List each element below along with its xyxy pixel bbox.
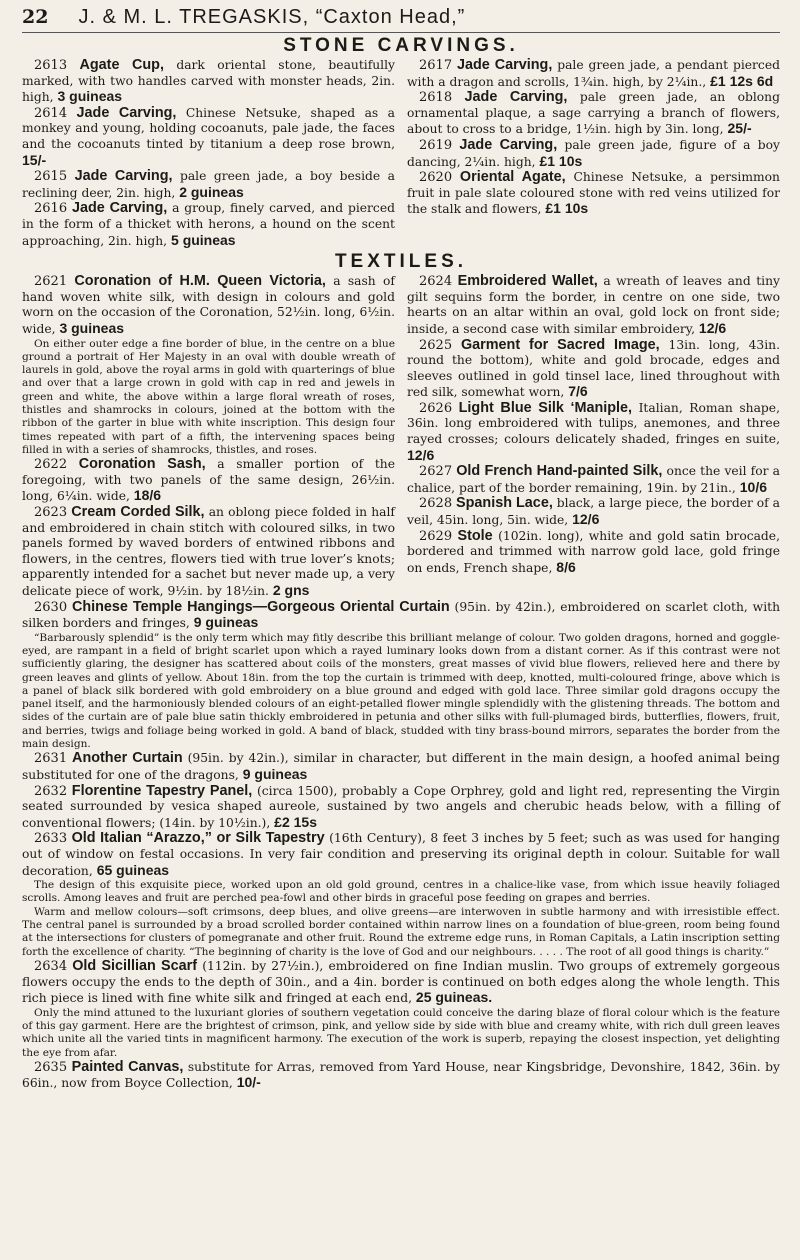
lot-text: Italian, Roman shape, 36in. long embroidered with tulips, anemones, and three rayed crosses; colours delicately shaded, fringes en suite, [407, 400, 780, 447]
lot-price: 7/6 [568, 383, 588, 400]
lot-price: 12/6 [698, 319, 727, 336]
lot-name: Jade Carving, [456, 57, 553, 73]
lot-number: 2622 [34, 457, 68, 473]
running-title: J. & M. L. TREGASKIS, “Caxton Head,” [78, 6, 466, 28]
section-title-stone: STONE CARVINGS. [283, 35, 519, 56]
lot-price: £1 10s [539, 152, 583, 169]
catalogue-lot [22, 831, 780, 879]
lot-text: pale green jade, a pendant pierced with a dragon and scrolls, 1¾in. high, by 2¼in., [407, 58, 780, 89]
lot-price: 15/- [22, 151, 47, 168]
lot-price: 12/6 [572, 511, 600, 528]
catalogue-lot [22, 600, 780, 632]
lot-name: Old Sicillian Scarf [72, 957, 198, 974]
lot-price: 3 guineas [59, 319, 125, 336]
catalogue-lot [22, 169, 395, 201]
lot-name: Jade Carving, [459, 136, 558, 153]
lot-text: (95in. by 42in.), similar in character, but different in the main design, a hoofed animal being substituted for one of the dragons, [22, 751, 780, 782]
lot-number: 2618 [419, 90, 453, 106]
lot-text: an oblong piece folded in half and embroidered in chain stitch with coloured silks, in two panels formed by waved borders of entwined ribbons and flowers, in the centres, flowers tied with true lover’s knots; apparently intended for a sachet but never made up, a very delicate piece of work, 9½in. by 18½in. [22, 504, 395, 598]
page-header [22, 6, 780, 33]
lot-number: 2630 [34, 599, 68, 615]
lot-name: Spanish Lace, [456, 495, 553, 512]
lot-number: 2620 [419, 170, 453, 186]
lot-name: Stole [457, 527, 493, 544]
catalogue-lot [407, 401, 780, 464]
lot-name: Oriental Agate, [459, 169, 566, 186]
lot-number: 2619 [419, 137, 453, 153]
lot-name: Chinese Temple Hangings—Gorgeous Oriental Curtain [71, 598, 450, 615]
textiles-right-column [407, 274, 780, 599]
catalogue-lot [22, 959, 780, 1007]
lot-text: black, a large piece, the border of a veil, 45in. long, 5in. wide, [407, 496, 780, 528]
lot-name: Florentine Tapestry Panel, [71, 782, 253, 799]
catalogue-lot [22, 457, 395, 505]
catalogue-lot [22, 784, 780, 832]
catalogue-lot [407, 170, 780, 218]
lot-number: 2614 [34, 105, 68, 121]
stone-right-column [407, 58, 780, 249]
lot-text: a sash of hand woven white silk, with design in colours and gold worn on the occasion of the Coronation, 52½in. long, 6½in. wide, [22, 274, 395, 336]
textiles-full-width [22, 600, 780, 1093]
catalogue-lot [22, 1060, 780, 1092]
lot-text: (112in. by 27½in.), embroidered on fine Indian muslin. Two groups of extremely gorgeous flowers occupy the ends to the depth of 30in., and a 4in. border is continued on both edges along the whole length. This rich piece is lined with fine white silk and fringed at each end, [22, 958, 780, 1006]
lot-number: 2635 [34, 1059, 68, 1075]
lot-price: £1 10s [545, 200, 589, 217]
lot-text: 13in. long, 43in. round the bottom), white and gold brocade, edges and sleeves outlined in gold tinsel lace, lined throughout with red silk, somewhat worn, [407, 337, 781, 400]
lot-text: Chinese Netsuke, shaped as a monkey and young, holding cocoanuts, pale jade, the faces and the cocoanuts tinted by titanium a deep rose brown, [22, 105, 395, 151]
lot-description: On either outer edge a fine border of blue, in the centre on a blue ground a portrait of Her Majesty in an oval with double wreath of laurels in gold, above the royal arms in gold with quarterings of blue and over that a large crown in gold with cap in red and jewels in green and white, the above within a large floral wreath of roses, thistles and shamrocks in colours, joined at the bottom with the ribbon of the garter in blue with white inscription. This design four times repeated with part of a fifth, the intervening spaces being filled in with a series of shamrocks, thistles, and roses. [22, 337, 395, 456]
lot-number: 2616 [34, 201, 68, 217]
catalogue-lot [22, 106, 395, 169]
lot-number: 2617 [419, 58, 453, 73]
lot-text: pale green jade, an oblong ornamental plaque, a sage carrying a branch of flowers, about to cross to a bridge, 1½in. high by 3in. long, [407, 90, 780, 137]
lot-text: (circa 1500), probably a Cope Orphrey, gold and light red, representing the Virgin seated surrounded by vesica shaped aureole, sustained by two angels and cherubic heads below, with a filling of conventional flowers; (14in. by 10½in.), [22, 783, 780, 830]
lot-name: Jade Carving, [71, 200, 168, 217]
catalogue-lot [22, 505, 395, 600]
lot-price: 18/6 [133, 487, 162, 504]
catalogue-lot [407, 274, 780, 337]
lot-name: Coronation of H.M. Queen Victoria, [74, 273, 326, 290]
lot-number: 2621 [34, 274, 68, 290]
lot-text: (95in. by 42in.), embroidered on scarlet cloth, with silken borders and fringes, [22, 599, 780, 631]
lot-price: 2 gns [272, 581, 310, 598]
lot-price: 12/6 [407, 446, 435, 463]
lot-price: 5 guineas [171, 231, 236, 248]
lot-price: 25/- [727, 120, 752, 137]
lot-name: Embroidered Wallet, [457, 273, 598, 290]
lot-number: 2632 [34, 783, 68, 799]
lot-price: 3 guineas [57, 88, 123, 105]
lot-description: Warm and mellow colours—soft crimsons, deep blues, and olive greens—are interwoven in subtle harmony and with irresistible effect. The central panel is surrounded by a broad scrolled border contained within narrow lines on a foundation of blue-green, room being found at the intersections for clusters of pomegranate and other fruit. Round the extreme edge runs, in Roman Capitals, a Latin inscription setting forth the excellence of charity. “The beginning of charity is the love of God and our neighbours. . . . . The root of all good things is charity.” [22, 905, 780, 958]
lot-text: substitute for Arras, removed from Yard House, near Kingsbridge, Devonshire, 1842, 36in. by 66in., now from Boyce Collection, [22, 1059, 780, 1091]
lot-text: pale green jade, a boy beside a reclining deer, 2in. high, [22, 169, 395, 200]
lot-price: 8/6 [556, 558, 576, 575]
lot-number: 2623 [34, 504, 68, 520]
lot-price: 2 guineas [179, 183, 244, 200]
lot-text: dark oriental stone, beautifully marked, with two handles carved with monster heads, 2in. high, [22, 58, 395, 105]
textiles-left-column [22, 274, 395, 599]
page-number: 22 [22, 6, 49, 28]
lot-price: £1 12s 6d [710, 72, 774, 89]
stone-left-column [22, 58, 395, 249]
catalogue-lot [407, 464, 780, 496]
lot-description: Only the mind attuned to the luxuriant glories of southern vegetation could conceive the daring blaze of floral colour which is the feature of this gay garment. Here are the brightest of crimson, pink, and yellow side by side with blue and creamy white, with rich dull green leaves which unite all the varied tints in magnificent harmony. The execution of the work is superb, repaying the closest inspection, yet delighting the eye from afar. [22, 1006, 780, 1059]
lot-text: (16th Century), 8 feet 3 inches by 5 feet; such as was used for hanging out of window on festal occasions. In very fair condition and preserving its original depth in colour. Suitable for wall decoration, [22, 831, 780, 878]
lot-price: 65 guineas [96, 861, 170, 878]
lot-name: Old Italian “Arazzo,” or Silk Tapestry [71, 830, 325, 847]
lot-number: 2629 [419, 528, 453, 544]
lot-price: £2 15s [274, 813, 317, 830]
textiles-columns [22, 274, 780, 599]
lot-number: 2634 [34, 958, 68, 974]
lot-number: 2627 [419, 464, 453, 480]
catalogue-lot [22, 751, 780, 783]
lot-text: (102in. long), white and gold satin brocade, bordered and trimmed with narrow gold lace, gold fringe on ends, French shape, [407, 528, 780, 575]
stone-columns [22, 58, 780, 249]
lot-name: Agate Cup, [79, 57, 164, 73]
catalogue-lot [407, 338, 780, 401]
lot-description: The design of this exquisite piece, worked upon an old gold ground, centres in a chalice-like vase, from which issue heavily foliaged scrolls. Among leaves and fruit are perched pea-fowl and other birds in graceful pose feeding on grapes and berries. [22, 879, 780, 905]
lot-number: 2625 [419, 337, 453, 353]
lot-price: 9 guineas [242, 765, 308, 782]
lot-number: 2628 [419, 496, 453, 512]
lot-name: Old French Hand-painted Silk, [456, 463, 663, 480]
lot-price: 9 guineas [193, 614, 259, 631]
lot-description: “Barbarously splendid” is the only term which may fitly describe this brilliant melange of colour. Two golden dragons, horned and goggle-eyed, are rampant in a field of bright scarlet upon which a rayed luminary looks down from a distant corner. As if this contrast were not sufficiently glaring, the designer has scattered about coils of the monsters, great masses of vivid blue flowers, relieved here and there by green leaves and glints of yellow. About 18in. from the top the curtain is trimmed with deep, knotted, multi-coloured fringe, above which is a panel of black silk bordered with gold embroidery on a blue ground and edged with gold lace. Three similar gold dragons occupy the panel itself, and the harmoniously blended colours of an eight-petalled flower mingle splendidly with the glistening threads. The bottom and sides of the curtain are of pale blue satin thickly embroidered in petunia and other silks with full-plumaged birds, butterflies, flowers, fruit, and berries, twigs and foliage being worked in gold. A band of black, studded with tiny brass-bound mirrors, separates the border from the main design. [22, 631, 780, 751]
section-title-textiles: TEXTILES. [334, 251, 468, 273]
catalogue-lot [407, 138, 780, 170]
lot-number: 2613 [34, 58, 68, 73]
catalogue-lot [407, 90, 780, 138]
lot-number: 2633 [34, 831, 68, 847]
catalogue-lot [407, 58, 780, 90]
lot-number: 2631 [34, 751, 68, 767]
catalogue-lot [407, 529, 780, 577]
lot-name: Light Blue Silk ‘Maniple, [458, 399, 633, 416]
lot-name: Cream Corded Silk, [71, 503, 205, 520]
lot-text: once the veil for a chalice, part of the border remaining, 19in. by 21in., [407, 464, 780, 495]
lot-name: Another Curtain [72, 750, 183, 767]
catalogue-lot [22, 201, 395, 249]
lot-name: Jade Carving, [464, 89, 568, 106]
lot-name: Garment for Sacred Image, [460, 336, 660, 353]
lot-text: a group, finely carved, and pierced in the form of a thicket with herons, a hound on the scent approaching, 2in. high, [22, 201, 395, 248]
lot-name: Jade Carving, [74, 168, 173, 185]
catalogue-lot [22, 58, 395, 106]
lot-text: Chinese Netsuke, a persimmon fruit in pale slate coloured stone with red veins utilized for the stalk and flowers, [407, 170, 780, 217]
lot-number: 2615 [34, 169, 68, 185]
lot-number: 2626 [419, 400, 453, 416]
lot-number: 2624 [419, 274, 453, 290]
lot-text: pale green jade, figure of a boy dancing, 2¼in. high, [407, 137, 780, 169]
lot-text: a smaller portion of the foregoing, with two panels of the same design, 26½in. long, 6¼in. wide, [22, 457, 395, 504]
lot-price: 25 guineas. [415, 989, 493, 1006]
catalogue-lot [407, 496, 780, 528]
catalogue-lot [22, 274, 395, 337]
lot-price: 10/- [236, 1074, 261, 1091]
lot-name: Coronation Sash, [78, 456, 206, 473]
lot-price: 10/6 [739, 478, 767, 495]
lot-text: a wreath of leaves and tiny gilt sequins form the border, in centre on one side, two hearts on an altar within an oval, gold lock on front side; inside, a second case with similar embroidery, [407, 274, 780, 336]
lot-name: Jade Carving, [76, 104, 177, 121]
lot-name: Painted Canvas, [71, 1058, 184, 1075]
